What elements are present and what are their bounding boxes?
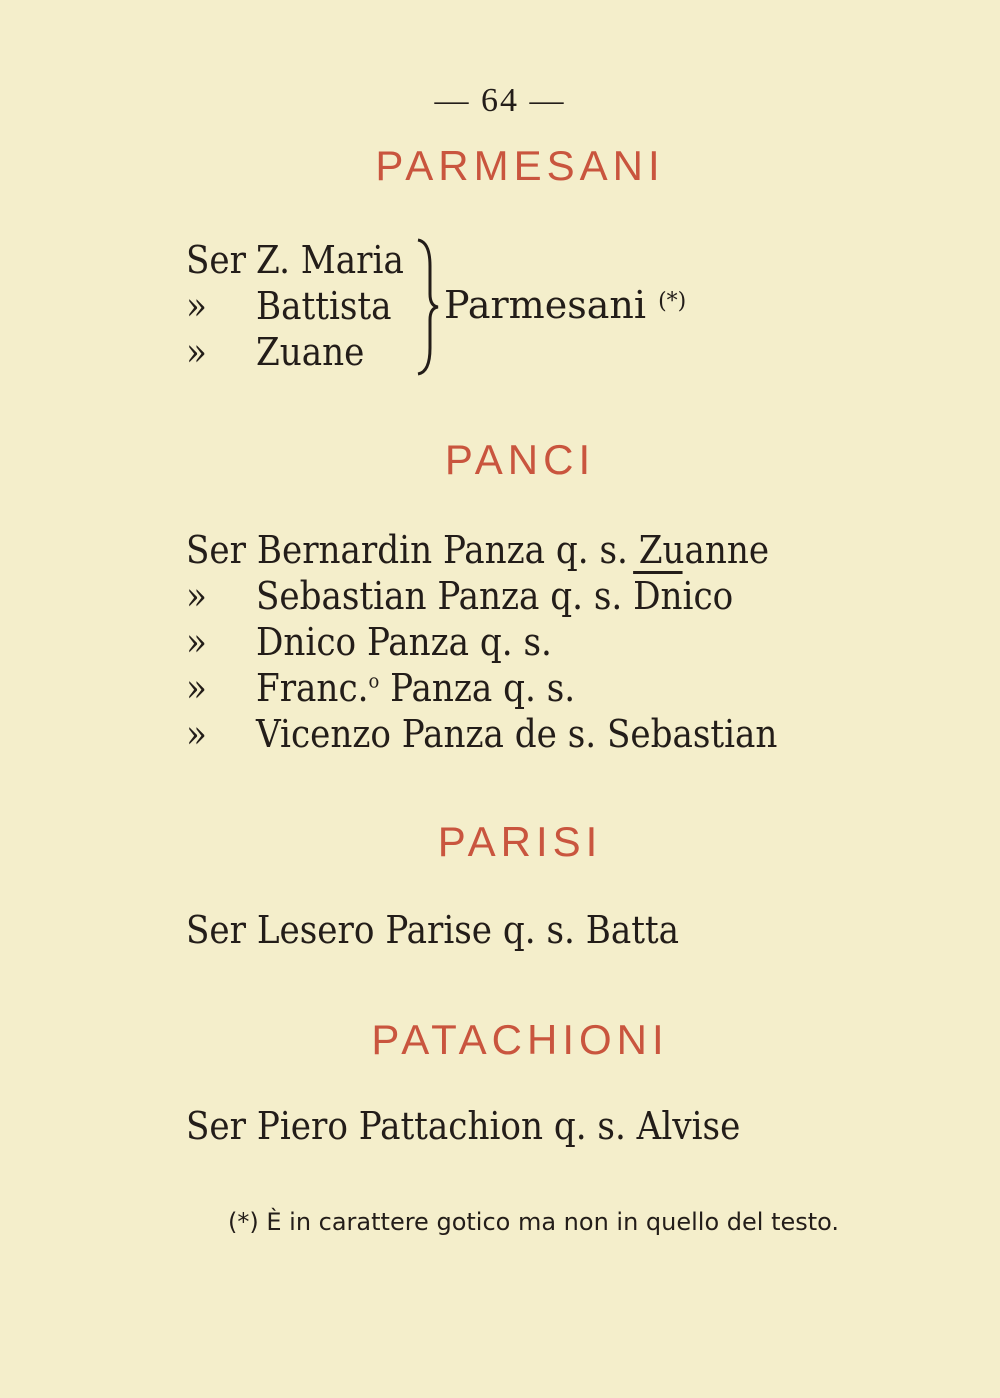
section-title-parmesani: PARMESANI: [375, 142, 665, 189]
curly-brace-icon: [410, 236, 440, 378]
ditto-mark: »: [186, 666, 207, 710]
family-name-parmesani: Parmesani: [444, 283, 646, 327]
ditto-mark: »: [186, 284, 207, 328]
footnote-marker: (*): [658, 289, 687, 314]
name-z-maria: Z. Maria: [256, 238, 404, 282]
brace-label: [444, 283, 686, 327]
section-title-panci: PANCI: [444, 436, 596, 483]
panci-line-2: [186, 574, 733, 618]
panci-line-5: [186, 712, 777, 756]
page-number: — 64 —: [434, 82, 566, 119]
entry-text: Franc.: [256, 666, 369, 710]
name-battista: Battista: [256, 284, 392, 328]
entry-text: Panza q. s.: [379, 666, 576, 710]
panci-line-1: Ser Bernardin Panza q. s. Zuanne: [186, 528, 770, 572]
superscript-o: o: [368, 668, 380, 693]
panci-line-4: [186, 666, 575, 710]
parmesani-line-3: [186, 330, 364, 374]
ditto-mark: »: [186, 330, 207, 374]
entry-text: Dnico Panza q. s.: [256, 620, 552, 664]
prefix-ser: Ser: [186, 238, 246, 282]
parmesani-line-2: [186, 284, 392, 328]
abbreviation-dn: $\overline{Dn}$: [633, 574, 683, 618]
ditto-mark: »: [186, 620, 207, 664]
name-zuane: Zuane: [256, 330, 365, 374]
panci-line-3: [186, 620, 552, 664]
section-title-patachioni: PATACHIONI: [371, 1016, 669, 1063]
footnote: (*) È in carattere gotico ma non in quello del testo.: [228, 1208, 840, 1236]
ditto-mark: »: [186, 574, 207, 618]
section-title-parisi: PARISI: [437, 818, 603, 865]
entry-text: Vicenzo Panza de s. Sebastian: [256, 712, 778, 756]
parisi-line-1: Ser Lesero Parise q. s. Batta: [186, 908, 680, 952]
parmesani-line-1: [186, 238, 404, 282]
patachioni-line-1: Ser Piero Pattachion q. s. Alvise: [186, 1104, 741, 1148]
entry-text: ico: [682, 574, 734, 618]
ditto-mark: »: [186, 712, 207, 756]
entry-text: Sebastian Panza q. s.: [256, 574, 634, 618]
